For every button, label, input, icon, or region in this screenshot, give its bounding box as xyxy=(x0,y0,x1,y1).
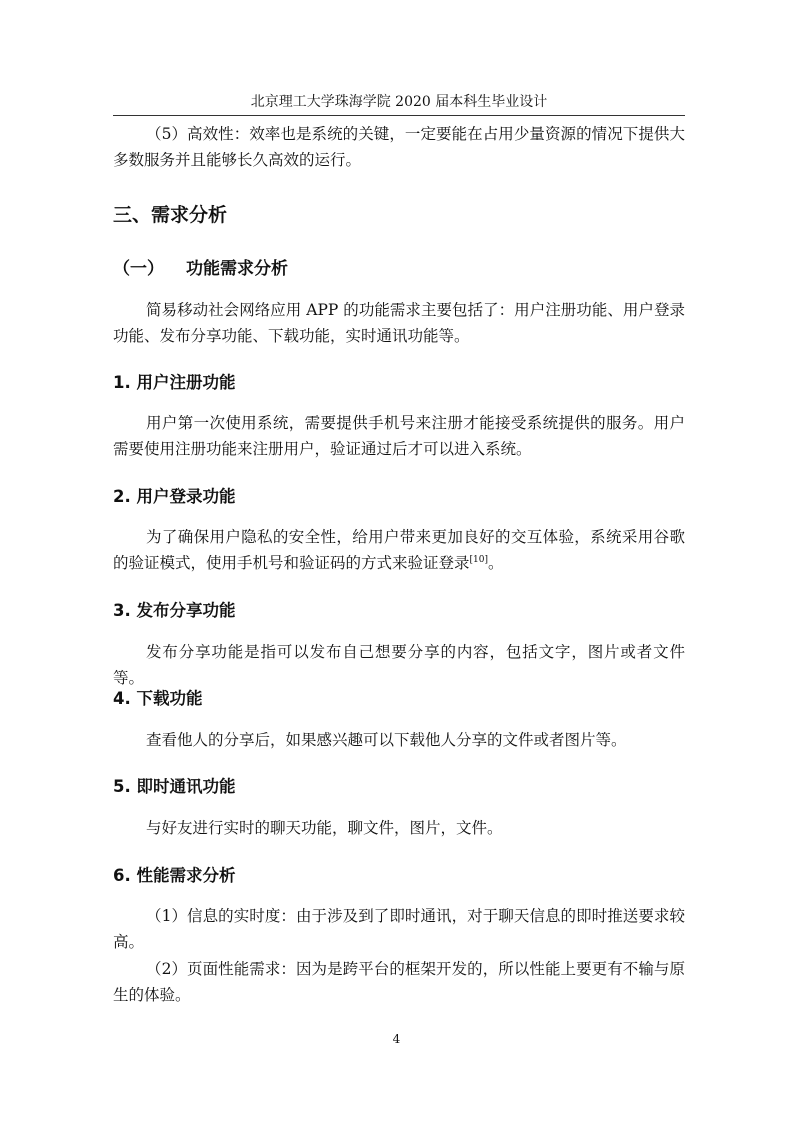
citation-reference: [10] xyxy=(469,554,488,565)
item-paragraph xyxy=(113,524,685,576)
item-paragraph: 与好友进行实时的聊天功能，聊文件，图片，文件。 xyxy=(146,819,503,837)
subsection-heading xyxy=(113,254,288,279)
section-title: 三、需求分析 xyxy=(113,204,228,226)
item-heading: 3. 发布分享功能 xyxy=(113,601,236,620)
item-heading: 2. 用户登录功能 xyxy=(113,487,236,506)
intro-item-paragraph: （5）高效性：效率也是系统的关键，一定要能在占用少量资源的情况下提供大多数服务并且能够长久高效的运行。 xyxy=(113,125,685,169)
header-rule xyxy=(113,115,685,116)
item-text-end: 。 xyxy=(488,554,504,572)
item-text: 为了确保用户隐私的安全性，给用户带来更加良好的交互体验，系统采用谷歌的验证模式，使用手机号和验证码的方式来验证登录 xyxy=(113,528,685,572)
subsection-intro-paragraph: 简易移动社会网络应用 APP 的功能需求主要包括了：用户注册功能、用户登录功能、发布分享功能、下载功能，实时通讯功能等。 xyxy=(113,301,685,345)
item-heading: 6. 性能需求分析 xyxy=(113,866,236,885)
subsection-number: （一） xyxy=(113,259,164,279)
item-paragraph: 查看他人的分享后，如果感兴趣可以下载他人分享的文件或者图片等。 xyxy=(146,731,627,749)
item-paragraph: 用户第一次使用系统，需要提供手机号来注册才能接受系统提供的服务。用户需要使用注册功能来注册用户，验证通过后才可以进入系统。 xyxy=(113,414,685,458)
page-header: 北京理工大学珠海学院 2020 届本科生毕业设计 xyxy=(250,94,548,110)
item-heading: 4. 下载功能 xyxy=(113,689,203,708)
item-paragraph: （2）页面性能需求：因为是跨平台的框架开发的，所以性能上要更有不输与原生的体验。 xyxy=(113,960,685,1004)
item-heading: 1. 用户注册功能 xyxy=(113,373,236,392)
item-paragraph: （1）信息的实时度：由于涉及到了即时通讯，对于聊天信息的即时推送要求较高。 xyxy=(113,907,685,951)
page-number: 4 xyxy=(392,1032,401,1046)
subsection-title: 功能需求分析 xyxy=(186,259,288,279)
item-heading: 5. 即时通讯功能 xyxy=(113,777,236,796)
item-paragraph: 发布分享功能是指可以发布自己想要分享的内容，包括文字，图片或者文件等。 xyxy=(113,643,685,687)
